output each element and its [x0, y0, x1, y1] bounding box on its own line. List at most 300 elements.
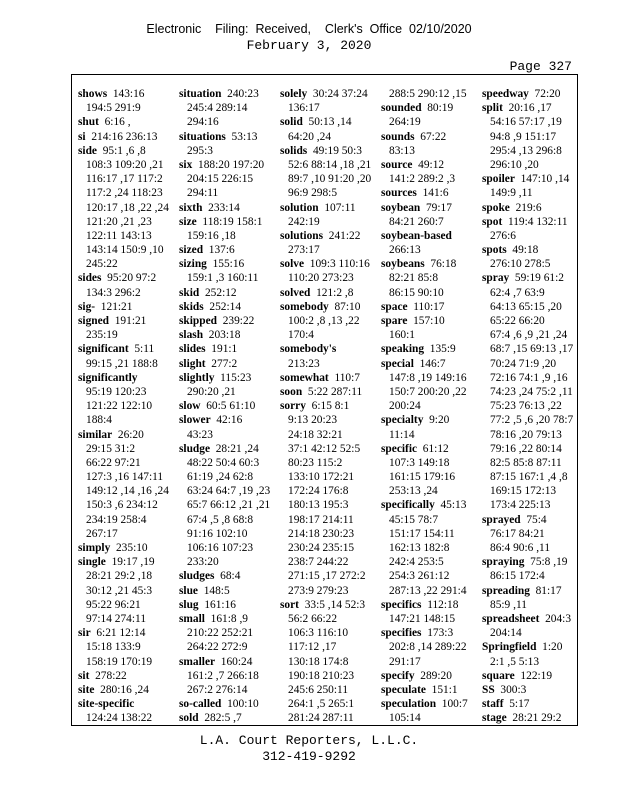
index-continuation-line: 91:16 102:10 [187, 527, 248, 540]
index-term: sludges [179, 570, 215, 583]
index-continuation-line: 150:3 ,6 234:12 [86, 499, 158, 512]
index-continuation-line: 170:4 [288, 329, 314, 342]
index-entry [482, 87, 573, 101]
index-term: sounded [381, 102, 422, 115]
index-refs: 282:5 ,7 [204, 712, 242, 725]
index-continuation-line: 97:14 274:11 [86, 612, 147, 625]
index-term: smaller [179, 655, 216, 668]
index-refs: 80:19 [427, 102, 454, 115]
index-continuation-line: 89:7 ,10 91:20 ,20 [288, 173, 372, 186]
index-continuation-line: 264:22 272:9 [187, 641, 248, 654]
index-continuation-line: 151:17 154:11 [389, 527, 455, 540]
index-continuation-line: 86:15 90:10 [389, 286, 444, 299]
index-continuation-line: 136:17 [288, 102, 320, 115]
index-continuation-line: 106:16 107:23 [187, 542, 254, 554]
index-continuation-line: 122:11 143:13 [86, 229, 152, 242]
index-term: sort [280, 598, 299, 611]
index-term: significant [78, 343, 129, 356]
index-continuation-line: 204:14 [490, 627, 522, 640]
index-continuation-line: 63:24 64:7 ,19 ,23 [187, 485, 271, 498]
index-refs: 146:7 [419, 357, 446, 370]
index-term: situation [179, 88, 222, 100]
index-continuation-line: 65:7 66:12 ,21 ,21 [187, 499, 271, 512]
index-continuation-line: 120:17 ,18 ,22 ,24 [86, 201, 169, 214]
index-refs: 112:18 [427, 598, 459, 611]
index-refs: 76:18 [430, 258, 457, 271]
index-term: spraying [482, 556, 525, 569]
index-continuation-line: 141:2 289:2 ,3 [389, 173, 456, 186]
index-entry [381, 498, 468, 512]
index-continuation-line: 149:12 ,14 ,16 ,24 [86, 485, 169, 498]
index-entry [179, 612, 270, 626]
index-refs: 289:20 [420, 669, 452, 682]
index-continuation-line: 172:24 176:8 [288, 485, 349, 498]
index-refs: 49:19 50:3 [312, 144, 362, 157]
index-refs: 252:12 [204, 286, 237, 299]
index-entry [381, 186, 468, 200]
index-continuation-line: 273:17 [288, 244, 320, 257]
index-term: sized [179, 244, 204, 257]
index-entry [381, 626, 468, 640]
index-refs: 160:24 [220, 655, 253, 668]
index-continuation-line: 204:15 226:15 [187, 173, 254, 186]
index-term: slue [179, 584, 198, 597]
index-entry [78, 371, 169, 385]
index-entry [179, 697, 270, 711]
index-continuation-line: 147:8 ,19 149:16 [389, 371, 467, 384]
index-term: size [179, 215, 197, 228]
index-term: stage [482, 712, 507, 725]
index-continuation-line: 190:18 210:23 [288, 669, 355, 682]
index-term: sizing [179, 258, 207, 271]
index-refs: 6:15 8:1 [311, 400, 350, 413]
index-term: so-called [179, 698, 222, 711]
index-entry [280, 229, 371, 243]
index-entry [179, 130, 270, 144]
index-entry [280, 115, 371, 129]
index-continuation-line: 75:23 76:13 ,22 [490, 400, 562, 413]
index-refs: 95:20 97:2 [107, 272, 157, 285]
index-refs: 60:5 61:10 [206, 400, 256, 413]
index-entry [482, 697, 573, 711]
index-continuation-line: 296:10 ,20 [490, 158, 539, 171]
index-term: spoiler [482, 173, 515, 186]
page-number: Page 327 [509, 59, 572, 74]
index-continuation-line: 294:11 [187, 187, 219, 200]
index-continuation-line: 238:7 244:22 [288, 556, 349, 569]
index-continuation-line: 62:4 ,7 63:9 [490, 286, 545, 299]
index-continuation-line: 82:5 85:8 87:11 [490, 456, 562, 469]
index-refs: 141:6 [422, 187, 449, 200]
index-continuation-line: 52:6 88:14 ,18 ,21 [288, 158, 372, 171]
index-refs: 6:16 , [104, 116, 131, 129]
index-term: sounds [381, 130, 415, 143]
index-entry [280, 385, 371, 399]
index-continuation-line: 295:3 [187, 144, 213, 157]
index-continuation-line: 235:19 [86, 329, 118, 342]
index-refs: 173:3 [427, 627, 454, 640]
index-entry [179, 598, 270, 612]
index-entry [179, 655, 270, 669]
index-entry [179, 569, 270, 583]
index-continuation-line: 245:6 250:11 [288, 683, 349, 696]
index-entry [482, 172, 573, 186]
index-continuation-line: 200:24 [389, 400, 421, 413]
index-continuation-line: 95:22 96:21 [86, 598, 141, 611]
index-term: shows [78, 88, 108, 100]
index-continuation-line: 15:18 133:9 [86, 641, 141, 654]
index-continuation-line: 64:13 65:15 ,20 [490, 300, 562, 313]
index-entry [280, 342, 371, 356]
index-refs: 5:11 [134, 343, 155, 356]
index-refs: 28:21 29:2 [512, 712, 562, 725]
index-entry [78, 130, 169, 144]
index-entry [381, 413, 468, 427]
index-term: spreadsheet [482, 612, 540, 625]
index-refs: 240:23 [227, 88, 259, 100]
index-continuation-line: 29:15 31:2 [86, 442, 136, 455]
index-column-5 [482, 87, 573, 725]
index-continuation-line: 68:7 ,15 69:13 ,17 [490, 343, 574, 356]
index-refs: 121:21 [100, 300, 133, 313]
index-refs: 49:12 [418, 158, 445, 171]
index-term: six [179, 158, 193, 171]
index-term: specialty [381, 414, 424, 427]
index-continuation-line: 264:1 ,5 265:1 [288, 698, 355, 711]
index-term: slower [179, 414, 211, 427]
index-term: sides [78, 272, 102, 285]
index-refs: 30:24 37:24 [312, 88, 368, 100]
index-refs: 72:20 [534, 88, 561, 100]
index-term: sprayed [482, 513, 521, 526]
index-refs: 26:20 [117, 428, 144, 441]
index-refs: 5:17 [509, 698, 530, 711]
index-entry [381, 683, 468, 697]
index-entry [482, 243, 573, 257]
index-entry [482, 669, 573, 683]
index-entry [78, 555, 169, 569]
index-continuation-line: 79:16 ,22 80:14 [490, 442, 562, 455]
index-term: small [179, 612, 205, 625]
index-entry [78, 314, 169, 328]
index-refs: 277:2 [211, 357, 238, 370]
index-refs: 28:21 ,24 [215, 442, 259, 455]
reporter-phone: 312-419-9292 [262, 749, 356, 764]
index-continuation-line: 242:4 253:5 [389, 556, 444, 569]
index-refs: 110:17 [413, 300, 445, 313]
index-refs: 121:2 ,8 [316, 286, 354, 299]
index-continuation-line: 160:1 [389, 329, 415, 342]
index-continuation-line: 74:23 ,24 75:2 ,11 [490, 385, 573, 398]
index-entry [482, 640, 573, 654]
index-continuation-line: 83:13 [389, 144, 415, 157]
index-term: spoke [482, 201, 510, 214]
index-continuation-line: 76:17 84:21 [490, 527, 545, 540]
index-continuation-line: 95:19 120:23 [86, 385, 147, 398]
index-entry [381, 357, 468, 371]
index-continuation-line: 162:13 182:8 [389, 542, 450, 554]
index-column-1 [78, 87, 169, 725]
index-entry [179, 286, 270, 300]
index-entry [482, 215, 573, 229]
index-continuation-line: 147:21 148:15 [389, 612, 456, 625]
index-refs: 239:22 [222, 315, 255, 327]
index-continuation-line: 161:15 179:16 [389, 471, 456, 484]
index-continuation-line: 121:22 122:10 [86, 400, 153, 413]
index-entry [179, 584, 270, 598]
index-refs: 219:6 [515, 201, 542, 214]
index-continuation-line: 108:3 109:20 ,21 [86, 158, 164, 171]
index-entry [78, 697, 169, 711]
index-continuation-line: 100:2 ,8 ,13 ,22 [288, 315, 360, 327]
index-continuation-line: 253:13 ,24 [389, 485, 438, 498]
index-term: spreading [482, 584, 530, 597]
index-refs: 122:19 [520, 669, 553, 682]
index-term: slightly [179, 371, 215, 384]
index-refs: 20:16 ,17 [508, 102, 552, 115]
index-term: spots [482, 244, 507, 257]
index-continuation-line: 290:20 ,21 [187, 385, 236, 398]
index-refs: 151:1 [431, 683, 458, 696]
index-entry [381, 442, 468, 456]
index-refs: 79:17 [425, 201, 452, 214]
index-refs: 233:14 [208, 201, 240, 214]
index-continuation-line: 110:20 273:23 [288, 272, 354, 285]
index-term: sold [179, 712, 199, 725]
index-continuation-line: 67:4 ,5 ,8 68:8 [187, 513, 254, 526]
index-term: solids [280, 144, 308, 157]
index-refs: 135:9 [429, 343, 456, 356]
index-term: slides [179, 343, 206, 356]
index-term: space [381, 300, 408, 313]
index-entry [179, 215, 270, 229]
index-term: split [482, 102, 503, 115]
index-term: specific [381, 442, 418, 455]
index-continuation-line: 116:17 ,17 117:2 [86, 173, 163, 186]
index-continuation-line: 287:13 ,22 291:4 [389, 584, 467, 597]
index-refs: 59:19 61:2 [514, 272, 564, 285]
index-refs: 155:16 [212, 258, 245, 271]
index-term: solved [280, 286, 311, 299]
index-term: sir [78, 627, 91, 640]
index-continuation-line: 77:2 ,5 ,6 ,20 78:7 [490, 414, 574, 427]
index-entry [280, 144, 371, 158]
index-entry [179, 201, 270, 215]
index-term: skid [179, 286, 200, 299]
index-term: speaking [381, 343, 425, 356]
index-term: sixth [179, 201, 203, 214]
index-term: site-specific [78, 698, 135, 711]
index-entry [179, 357, 270, 371]
index-entry [78, 428, 169, 442]
index-continuation-line: 9:13 20:23 [288, 414, 338, 427]
index-continuation-line: 56:2 66:22 [288, 612, 338, 625]
index-entry [482, 201, 573, 215]
index-column-3 [280, 87, 371, 725]
index-continuation-line: 150:7 200:20 ,22 [389, 385, 467, 398]
index-refs: 252:14 [209, 300, 242, 313]
index-continuation-line: 291:17 [389, 655, 421, 668]
index-entry [78, 683, 169, 697]
index-entry [78, 541, 169, 555]
index-continuation-line: 158:19 170:19 [86, 655, 153, 668]
index-continuation-line: 80:23 115:2 [288, 456, 343, 469]
index-term: slight [179, 357, 206, 370]
index-term: somewhat [280, 371, 329, 384]
index-entry [381, 342, 468, 356]
index-refs: 68:4 [220, 570, 241, 583]
index-refs: 1:20 [542, 641, 563, 654]
index-term: sorry [280, 400, 306, 413]
index-entry [381, 300, 468, 314]
index-term: specifics [381, 598, 422, 611]
index-entry [179, 243, 270, 257]
index-continuation-line: 61:19 ,24 62:8 [187, 471, 254, 484]
index-entry [78, 144, 169, 158]
index-entry [179, 711, 270, 725]
index-continuation-line: 11:14 [389, 428, 415, 441]
index-continuation-line: 86:4 90:6 ,11 [490, 542, 551, 554]
index-term: special [381, 357, 414, 370]
index-term: spare [381, 315, 408, 327]
index-continuation-line: 276:6 [490, 229, 516, 242]
index-refs: 119:4 132:11 [507, 215, 568, 228]
index-entry [280, 87, 371, 101]
index-entry [381, 669, 468, 683]
index-continuation-line: 48:22 50:4 60:3 [187, 456, 260, 469]
index-term: site [78, 683, 95, 696]
index-refs: 81:17 [535, 584, 562, 597]
index-continuation-line: 214:18 230:23 [288, 527, 355, 540]
index-term: sig- [78, 300, 96, 313]
index-entry [179, 328, 270, 342]
index-entry [78, 626, 169, 640]
index-refs: 147:10 ,14 [520, 173, 570, 186]
index-refs: 100:7 [441, 698, 468, 711]
index-term: signed [78, 315, 110, 327]
index-continuation-line: 234:19 258:4 [86, 513, 147, 526]
index-refs: 107:11 [324, 201, 356, 214]
index-continuation-line: 85:9 ,11 [490, 598, 527, 611]
index-term: similar [78, 428, 113, 441]
index-continuation-line: 64:20 ,24 [288, 130, 332, 143]
index-continuation-line: 210:22 252:21 [187, 627, 254, 640]
index-refs: 241:22 [328, 229, 361, 242]
index-term: slash [179, 329, 204, 342]
index-continuation-line: 54:16 57:17 ,19 [490, 116, 562, 129]
index-term: si [78, 130, 86, 143]
index-continuation-line: 99:15 ,21 188:8 [86, 357, 158, 370]
index-entry [381, 314, 468, 328]
index-term: sit [78, 669, 90, 682]
index-refs: 75:8 ,19 [530, 556, 568, 569]
index-refs: 5:22 287:11 [307, 385, 363, 398]
index-entry [280, 201, 371, 215]
index-continuation-line: 86:15 172:4 [490, 570, 545, 583]
index-term: situations [179, 130, 226, 143]
index-entry [482, 584, 573, 598]
index-refs: 6:21 12:14 [96, 627, 146, 640]
index-refs: 161:8 ,9 [210, 612, 248, 625]
index-term: source [381, 158, 413, 171]
index-entry [280, 371, 371, 385]
index-refs: 137:6 [208, 244, 235, 257]
index-continuation-line: 37:1 42:12 52:5 [288, 442, 361, 455]
index-term: speculation [381, 698, 437, 711]
index-term: sources [381, 187, 417, 200]
index-continuation-line: 87:15 167:1 ,4 ,8 [490, 471, 568, 484]
index-entry [179, 371, 270, 385]
index-continuation-line: 143:14 150:9 ,10 [86, 244, 164, 257]
index-continuation-line: 294:16 [187, 116, 219, 129]
index-term: solutions [280, 229, 324, 242]
index-entry [179, 413, 270, 427]
filing-date: February 3, 2020 [246, 38, 372, 53]
index-refs: 204:3 [545, 612, 572, 625]
index-continuation-line: 254:3 261:12 [389, 570, 450, 583]
index-term: spot [482, 215, 503, 228]
index-continuation-line: 169:15 172:13 [490, 485, 557, 498]
index-column-4 [381, 87, 468, 725]
index-entry [280, 399, 371, 413]
index-continuation-line: 134:3 296:2 [86, 286, 141, 299]
index-continuation-line: 43:23 [187, 428, 213, 441]
index-continuation-line: 245:22 [86, 258, 118, 271]
index-entry [78, 271, 169, 285]
index-refs: 300:3 [500, 683, 527, 696]
index-entry [381, 130, 468, 144]
reporter-company: L.A. Court Reporters, L.L.C. [199, 733, 419, 748]
index-term: staff [482, 698, 504, 711]
index-entry [179, 300, 270, 314]
index-entry [482, 612, 573, 626]
index-continuation-line: 24:18 32:21 [288, 428, 343, 441]
index-continuation-line: 78:16 ,20 79:13 [490, 428, 562, 441]
index-term: side [78, 144, 97, 157]
index-continuation-line: 271:15 ,17 272:2 [288, 570, 366, 583]
index-term: significantly [78, 371, 138, 384]
index-term: somebody's [280, 343, 337, 356]
index-term: soybean-based [381, 229, 452, 242]
index-entry [78, 87, 169, 101]
index-continuation-line: 230:24 235:15 [288, 542, 355, 554]
index-continuation-line: 96:9 298:5 [288, 187, 338, 200]
index-continuation-line: 267:17 [86, 527, 118, 540]
index-continuation-line: 124:24 138:22 [86, 712, 153, 725]
index-term: SS [482, 683, 495, 696]
index-entry [280, 598, 371, 612]
index-refs: 148:5 [203, 584, 230, 597]
index-entry [280, 286, 371, 300]
index-entry [179, 87, 270, 101]
index-continuation-line: 264:19 [389, 116, 421, 129]
index-entry [78, 300, 169, 314]
index-entry [482, 271, 573, 285]
index-continuation-line: 84:21 260:7 [389, 215, 444, 228]
index-continuation-line: 159:16 ,18 [187, 229, 236, 242]
index-term: square [482, 669, 515, 682]
index-refs: 143:16 [112, 88, 145, 100]
index-continuation-line: 242:19 [288, 215, 320, 228]
index-entry [381, 598, 468, 612]
index-continuation-line: 28:21 29:2 ,18 [86, 570, 153, 583]
index-continuation-line: 198:17 214:11 [288, 513, 354, 526]
index-entry [179, 314, 270, 328]
index-continuation-line: 159:1 ,3 160:11 [187, 272, 259, 285]
index-continuation-line: 127:3 ,16 147:11 [86, 471, 164, 484]
index-refs: 203:18 [208, 329, 241, 342]
index-refs: 100:10 [227, 698, 259, 711]
